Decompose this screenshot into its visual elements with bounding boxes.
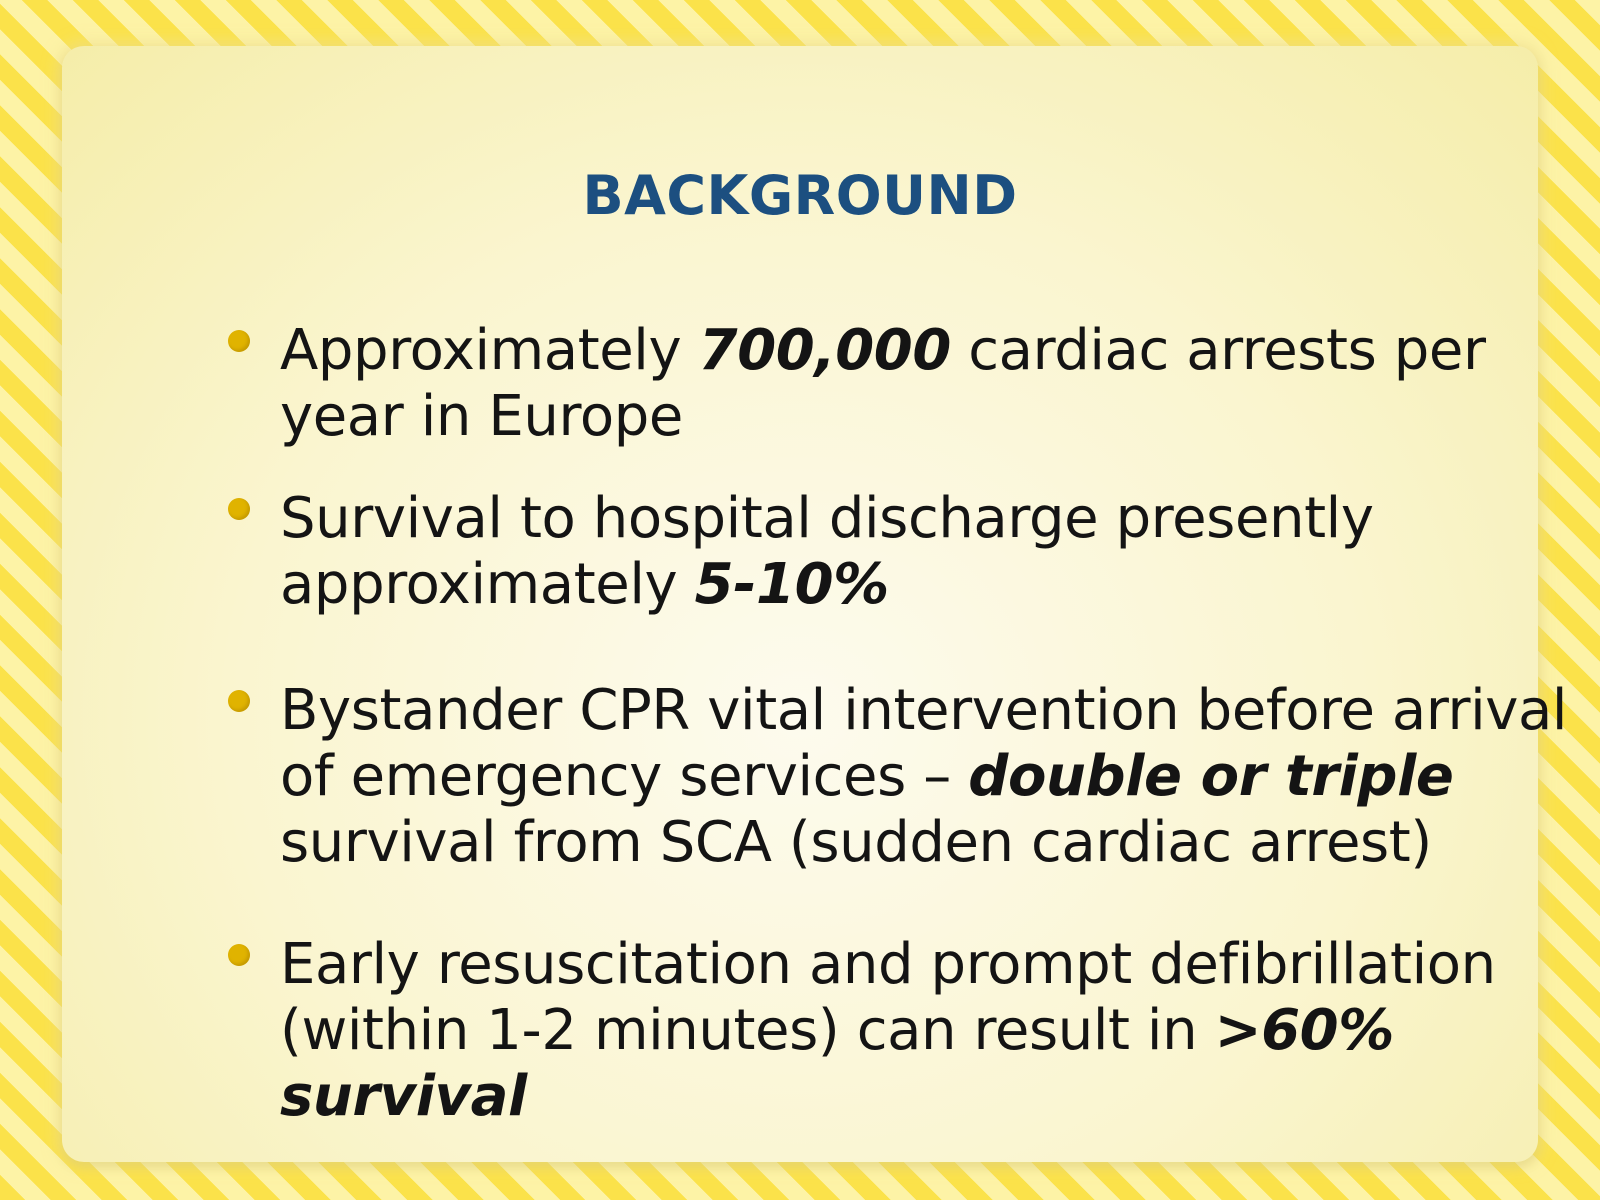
- bullet-emphasis: 700,000: [698, 318, 951, 383]
- bullet-text: Bystander CPR vital intervention before arrival of emergency services –: [280, 678, 1568, 809]
- bullet-text: Early resuscitation and prompt defibrillation (within 1-2 minutes) can result in: [280, 932, 1496, 1063]
- bullet-dot-icon: [228, 944, 250, 966]
- bullet-text: survival from SCA (sudden cardiac arrest): [280, 810, 1432, 875]
- bullet-text: Survival to hospital discharge presently approximately: [280, 486, 1374, 617]
- bullet-item-bystander-cpr: [228, 678, 1578, 876]
- bullet-dot-icon: [228, 690, 250, 712]
- bullet-dot-icon: [228, 330, 250, 352]
- bullet-list: [228, 318, 1578, 1130]
- bullet-text: cardiac arrests per year in Europe: [280, 318, 1486, 449]
- bullet-emphasis: double or triple: [968, 744, 1454, 809]
- bullet-item-early-defibrillation: [228, 932, 1578, 1130]
- bullet-emphasis: 5-10%: [694, 552, 889, 617]
- bullet-emphasis: >60% survival: [280, 998, 1394, 1129]
- bullet-item-survival-rate: [228, 486, 1578, 618]
- bullet-dot-icon: [228, 498, 250, 520]
- slide-title: BACKGROUND: [582, 164, 1018, 227]
- bullet-text: Approximately: [280, 318, 699, 383]
- bullet-item-cardiac-arrests: [228, 318, 1578, 450]
- slide-panel: [62, 46, 1568, 1162]
